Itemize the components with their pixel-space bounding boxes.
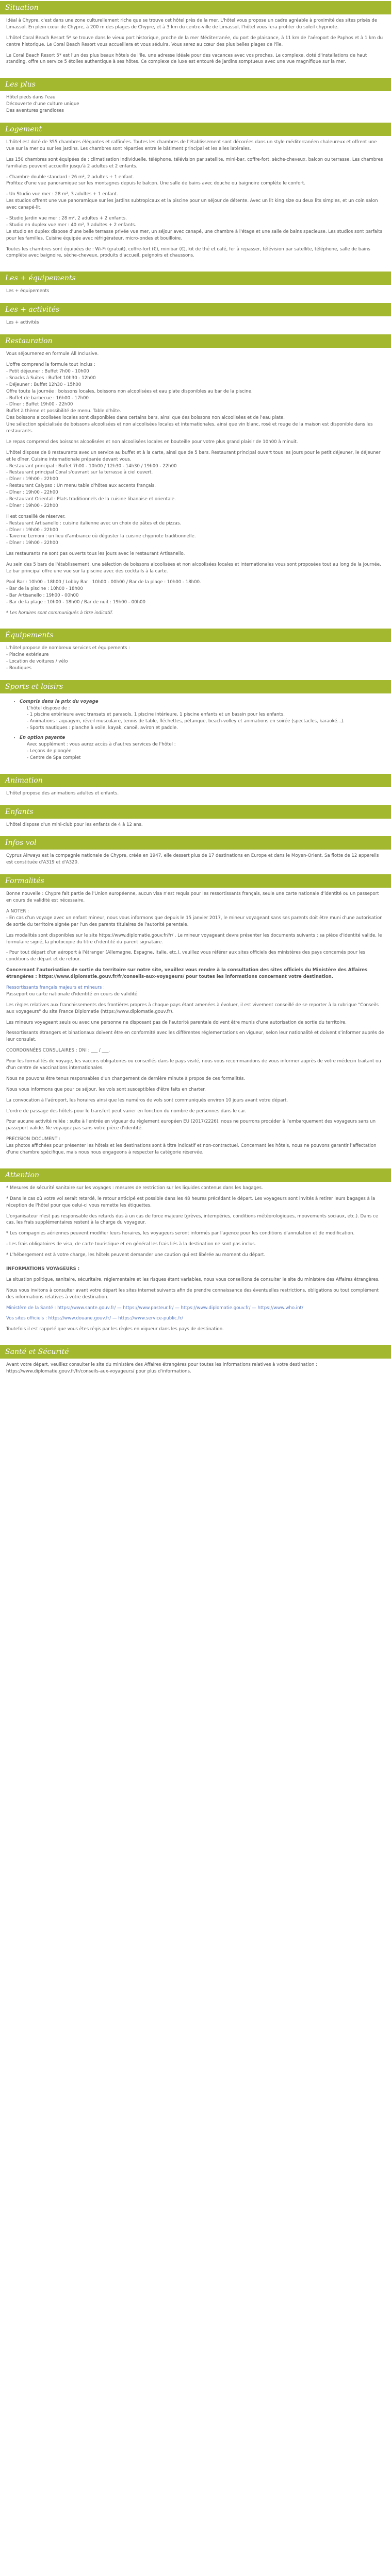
equipements2-item: - Boutiques [6,665,31,671]
attention-paragraph: - Les frais obligatoires de visa, de carte touristique et en général les frais liés à la destination ne sont pas inclus. [6,1242,256,1247]
equipements2-intro: L'hôtel propose de nombreux services et équipements : [6,646,131,651]
equipements2-item: - Piscine extérieure [6,652,49,657]
attention-paragraph: * Les compagnies aériennes peuvent modifier leurs horaires, les voyageurs seront informés par l'agence pour les conditions d'annulation et de modification. [6,1231,355,1236]
situation-paragraph: Le Coral Beach Resort 5* est l'un des plus beaux hôtels de l'île, une adresse idéale pour des vacances avec vos proches. Le complexe, doté d'installations de haut standing, offre un service 5 étoiles authentique à ses hôtes. Ce complexe de luxe est entouré de jardins somptueux avec une vue magnifique sur la mer. [6,53,367,65]
restauration-line: - Dîner : 19h00 - 22h00 [6,490,58,496]
section-header-infos-vol: Infos vol [0,836,391,850]
restauration-line: - Restaurant Calypso : Un menu table d'hôtes aux accents français. [6,483,156,489]
formalites-content [0,888,391,1167]
sports-bullet-head: Compris dans le prix du voyage [20,699,99,704]
plus-content [0,91,391,122]
enfants-text: L'hôtel dispose d'un mini-club pour les enfants de 4 à 12 ans. [6,822,143,827]
restauration-line: Des boissons alcoolisées locales sont disponibles dans certains bars, ainsi que des boissons non alcoolisées et de l'eau plate. [6,415,285,421]
restauration-line: - Dîner : 19h00 - 22h00 [6,503,58,509]
section-header-attention: Attention [0,1168,391,1182]
logement-paragraph: Les studios offrent une vue panoramique sur les jardins subtropicaux et la piscine pour un séjour de détente. Avec un lit king size ou deux lits simples, et un coin salon avec canapé-lit. [6,198,378,211]
enfants-content [0,819,391,836]
plus-item: Hôtel pieds dans l'eau [6,95,56,100]
logement-paragraph: Toutes les chambres sont équipées de : Wi-Fi (gratuit), coffre-fort (€), minibar (€), kit de thé et café, fer à repasser, télévision par satellite, téléphone, salle de bains complète avec baignoire, sèche-cheveux, produits d'accueil, peignoirs et chaussons. [6,246,370,259]
informations-links[interactable]: Ministère de la Santé : https://www.sante.gouv.fr/ — https://www.pasteur.fr/ — https://www.diplomatie.gouv.fr/ — https://www.who.int/ [6,1305,303,1311]
sports-line: - 1 piscine extérieure avec transats et parasols, 1 piscine intérieure, 1 piscine enfants et un bassin pour les enfants. [27,712,285,718]
sports-line: Avec supplément : vous aurez accès à d'autres services de l'hôtel : [27,741,176,747]
restauration-line: - Taverne Lemoni : un lieu d'ambiance où déguster la cuisine chypriote traditionnelle. [6,534,196,539]
formalites-paragraph: Pour les formalités de voyage, les vaccins obligatoires ou conseillés dans le pays visité, nous vous recommandons de vous informer auprès de votre médecin traitant ou d'un centre de vaccinations internationales. [6,1059,381,1071]
formalites-paragraph: L'ordre de passage des hôtels pour le transfert peut varier en fonction du nombre de personnes dans le car. [6,1108,247,1114]
logement-paragraph: Le studio en duplex dispose d'une belle terrasse privée vue mer, un séjour avec canapé, une chambre à l'étage et une salle de bains spacieuse. Les studios sont parfaits pour les familles. Cuisine équipée avec réfrigérateur, micro-ondes et bouilloire. [6,229,383,241]
sports-bullet-included [20,699,385,732]
informations-paragraph: La situation politique, sanitaire, sécuritaire, réglementaire et les risques étant variables, nous vous conseillons de consulter le site du ministère des Affaires étrangères. [6,1277,380,1282]
sports-sublist [27,741,385,761]
sports-line: - Sports nautiques : planche à voile, kayak, canoë, aviron et paddle. [27,725,178,731]
formalites-paragraph: Nous ne pouvons être tenus responsables d'un changement de dernière minute à propos de ces formalités. [6,1076,246,1081]
attention-content [0,1182,391,1344]
attention-paragraph: L'organisateur n'est pas responsable des retards dus à un cas de force majeure (grèves, intempéries, conditions météorologiques, mouvements sociaux, etc.). Dans ce cas, les frais supplémentaires restent à la charge du voyageur. [6,1213,379,1226]
logement-paragraph: Les 150 chambres sont équipées de : climatisation individuelle, téléphone, télévision par satellite, mini-bar, coffre-fort, sèche-cheveux, balcon ou terrasse. Les chambres familiales peuvent accueillir jusqu'à 2 adultes et 2 enfants. [6,157,383,169]
restauration-line: - Dîner : Buffet 19h00 - 22h00 [6,402,73,408]
section-header-animation: Animation [0,774,391,787]
formalites-paragraph: PRECISION DOCUMENT : [6,1137,60,1142]
restauration-line: L'offre comprend la formule tout inclus : [6,362,95,368]
sports-line: - Leçons de plongée [27,748,72,754]
restauration-line: - Petit déjeuner : Buffet 7h00 - 10h00 [6,368,89,374]
situation-content [0,14,391,77]
formalites-paragraph: Passeport ou carte nationale d'identité en cours de validité. [6,991,139,997]
section-header-situation: Situation [0,1,391,14]
section-header-formalites: Formalités [0,874,391,888]
infos-vol-text: Cyprus Airways est la compagnie nationale de Chypre, créée en 1947, elle dessert plus de 17 destinations en Europe et dans le Moyen-Orient. Sa flotte de 12 appareils est constituée d'A319 et d'A320. [6,853,379,866]
sante-content [0,1359,391,1382]
sports-list [20,699,385,761]
restauration-line: - Buffet de barbecue : 16h00 - 17h00 [6,395,89,401]
restauration-line: Offre toute la journée : boissons locales, boissons non alcoolisées et eau plate disponibles au bar de la piscine. [6,388,253,394]
restauration-line: - Restaurant Artisanello : cuisine italienne avec un choix de pâtes et de pizzas. [6,520,182,526]
formalites-paragraph: Les mineurs voyageant seuls ou avec une personne ne disposant pas de l'autorité parentale doivent être munis d'une autorisation de sortie du territoire. [6,1020,347,1025]
animation-text: L'hôtel propose des animations adultes et enfants. [6,790,119,796]
section-header-logement: Logement [0,123,391,136]
informations-paragraph: Nous vous invitons à consulter avant votre départ les sites internet suivants afin de prendre connaissance des éventuelles restrictions, obligations ou tout complément des informations relatives à votre destination. [6,1287,379,1300]
section-header-equipements: Les + équipements [0,272,391,285]
plus-item: Des aventures grandioses [6,108,64,114]
sports-line: L'hôtel dispose de : [27,705,70,711]
section-header-plus: Les plus [0,78,391,91]
section-header-restauration: Restauration [0,334,391,348]
restauration-line: - Déjeuner : Buffet 12h30 - 15h00 [6,382,82,387]
sports-line: - Animations : aquagym, réveil musculaire, tennis de table, fléchettes, pétanque, beach-volley et animations en soirée (spectacles, karaoké...). [27,719,345,724]
restauration-line: Les restaurants ne sont pas ouverts tous les jours avec le restaurant Artisanello. [6,551,185,557]
plus-item: Découverte d'une culture unique [6,101,79,107]
logement-paragraph: - Studio Jardin vue mer : 28 m², 2 adultes + 2 enfants. [6,216,127,222]
restauration-line: Buffet à thème et possibilité de menu. Table d'hôte. [6,409,121,414]
activites-content [0,316,391,333]
equipements-text: Les + équipements [6,289,50,294]
informations-title: INFORMATIONS VOYAGEURS : [6,1266,80,1272]
attention-paragraph: * Mesures de sécurité sanitaire sur les voyages : mesures de restriction sur les liquides contenus dans les bagages. [6,1185,263,1191]
logement-paragraph: L'hôtel est doté de 355 chambres élégantes et raffinées. Toutes les chambres de l'établissement sont décorées dans un style méditerranéen chaleureux et offrent une vue sur la mer ou sur les jardins. Les chambres sont réparties entre le bâtiment principal et les ailes latérales. [6,140,377,151]
formalites-paragraph: Bonne nouvelle : Chypre fait partie de l'Union européenne, aucun visa n'est requis pour les ressortissants français, seule une carte nationale d'identité ou un passeport en cours de validité est nécessaire. [6,891,379,904]
restauration-line: - Dîner : 19h00 - 22h00 [6,477,58,482]
sports-sublist [27,705,385,732]
sports-bullet-paid [20,735,385,761]
formalites-paragraph: Pour aucune activité reliée : suite à l'entrée en vigueur du règlement européen EU (2017/2226), nous ne pourrons procéder à l'embarquement des voyageurs sans un passeport valide. Ne voyagez pas sans votre pièce d'identité. [6,1119,376,1131]
equipements2-item: - Location de voitures / vélo [6,658,68,664]
formalites-paragraph: Les photos affichées pour présenter les hôtels et les destinations sont à titre indicatif et non-contractuel. Concernant les hôtels, nous ne pouvons garantir l'affectation d'une chambre spécifique, mais nous nous engageons à respecter la catégorie réservée. [6,1143,377,1156]
logement-paragraph: - Un Studio vue mer : 28 m², 3 adultes + 1 enfant. [6,192,118,197]
logement-paragraph: - Studio en duplex vue mer : 40 m², 3 adultes + 2 enfants. [6,222,136,228]
section-header-sante: Santé et Sécurité [0,1345,391,1359]
animation-content [0,787,391,804]
restauration-line: Une sélection spécialisée de boissons alcoolisées et non alcoolisées locales et internationales, ainsi que vin blanc, rosé et rouge de la maison est disponible dans les restaurants. [6,422,373,434]
formalites-paragraph[interactable]: Ressortissants français majeurs et mineurs : [6,985,105,990]
restauration-line: Pool Bar : 10h00 - 18h00 / Lobby Bar : 10h00 - 00h00 / Bar de la plage : 10h00 - 18h00. [6,579,201,585]
formalites-paragraph: Concernant l'autorisation de sortie du territoire sur notre site, veuillez vous rendre à la consultation des sites officiels du Ministère des Affaires étrangères : https://www.diplomatie.gouv.fr/fr/conseils-aux-voyageurs/ pour toutes les informations concernant votre destination. [6,968,368,980]
restauration-line: Il est conseillé de réserver. [6,514,66,519]
restauration-line: - Dîner : 19h00 - 22h00 [6,540,58,546]
restauration-line: - Dîner : 19h00 - 22h00 [6,527,58,533]
sports-content [0,693,391,773]
sports-line: - Centre de Spa complet [27,755,81,760]
formalites-paragraph: - En cas d'un voyage avec un enfant mineur, nous vous informons que depuis le 15 janvier 2017, le mineur voyageant sans ses parents doit être muni d'une autorisation de sortie du territoire signée par l'un des parents titulaires de l'autorité parentale. [6,915,383,927]
restauration-line: - Restaurant principal : Buffet 7h00 - 10h00 / 12h30 - 14h30 / 19h00 - 22h00 [6,463,177,469]
document-page [0,1,391,1393]
sante-text: Avant votre départ, veuillez consulter le site du ministère des Affaires étrangères pour toutes les informations relatives à votre destination : https://www.diplomatie.gouv.fr/fr/conseils-aux-voyageurs/ pour plus d'informations. [6,1362,318,1375]
restauration-line: - Bar Artisanello : 19h00 - 00h00 [6,592,79,598]
formalites-paragraph: Les règles relatives aux franchissements des frontières propres à chaque pays étant amenées à évoluer, il est vivement conseillé de se reporter à la rubrique "Conseils aux voyageurs" du site France Diplomatie (https://www.diplomatie.gouv.fr). [6,1002,379,1014]
restauration-line: L'hôtel dispose de 8 restaurants avec un service au buffet et à la carte, ainsi que de 5 bars. Restaurant principal ouvert tous les jours pour le petit déjeuner, le déjeuner et le dîner. Cuisine internationale préparée devant vous. [6,450,381,462]
restauration-footnote: * Les horaires sont communiqués à titre indicatif. [6,610,113,616]
section-header-enfants: Enfants [0,805,391,819]
informations-paragraph: Toutefois il est rappelé que vous êtes régis par les règles en vigueur dans les pays de destination. [6,1327,224,1332]
logement-paragraph: - Chambre double standard : 26 m², 2 adultes + 1 enfant. [6,174,135,180]
restauration-line: - Restaurant Oriental : Plats traditionnels de la cuisine libanaise et orientale. [6,496,176,502]
situation-paragraph: L'hôtel Coral Beach Resort 5* se trouve dans le vieux port historique, proche de la mer Méditerranée, du port de plaisance, à 11 km de l'aéroport de Paphos et à 1 km du centre historique. Le Coral Beach Resort vous accueillera et vous séduira. Vous serez au cœur des plus belles plages de l'île. [6,35,383,47]
restauration-line: - Restaurant principal Coral s'ouvrant sur la terrasse à ciel ouvert. [6,470,153,476]
equipements-content [0,285,391,302]
formalites-paragraph: La convocation à l'aéroport, les horaires ainsi que les numéros de vols sont communiqués environ 10 jours avant votre départ. [6,1097,288,1103]
equipements2-content [0,642,391,679]
formalites-paragraph: - Pour tout départ d'un aéroport à l'étranger (Allemagne, Espagne, Italie, etc.), veuillez vous référer aux sites officiels des ministères des pays concernés pour les conditions de départ et de retour. [6,950,366,962]
situation-paragraph: Idéal à Chypre, c'est dans une zone culturellement riche que se trouve cet hôtel près de la mer. L'hôtel vous propose un cadre agréable à proximité des sites prisés de Limassol. En plein cœur de Chypre, à 200 m des plages de Chypre, et à 3 km du centre-ville de Limassol, l'hôtel vous fera profiter du soleil chypriote. [6,18,378,30]
section-header-sports: Sports et loisirs [0,680,391,693]
logement-content [0,136,391,270]
restauration-content [0,348,391,628]
restauration-line: Le repas comprend des boissons alcoolisées et non alcoolisées locales en bouteille pour votre plus grand plaisir de 10h00 à minuit. [6,439,298,445]
attention-paragraph: * L'hébergement est à votre charge, les hôtels peuvent demander une caution qui est libérée au moment du départ. [6,1252,266,1258]
sports-bullet-head: En option payante [20,735,66,741]
restauration-line: Vous séjournerez en formule All Inclusive. [6,351,99,357]
informations-links[interactable]: Vos sites officiels : https://www.douane.gouv.fr/ — https://www.service-public.fr/ [6,1316,183,1321]
formalites-paragraph: A NOTER : [6,908,29,914]
formalites-paragraph: COORDONNÉES CONSULAIRES : DNI : ___ / ___. [6,1048,110,1054]
restauration-line: - Bar de la plage : 10h00 - 18h00 / Bar de nuit : 19h00 - 00h00 [6,599,145,605]
formalites-paragraph: Ressortissants étrangers et binationaux doivent être en conformité avec les différentes réglementations en vigueur, selon leur nationalité et doivent s'informer auprès de leur consulat. [6,1030,384,1043]
activites-text: Les + activités [6,320,39,326]
restauration-line: - Bar de la piscine : 10h00 - 18h00 [6,586,83,591]
section-header-equipements-2: Équipements [0,629,391,642]
infos-vol-content [0,850,391,873]
restauration-line: - Snacks à Suites : Buffet 10h30 - 12h00 [6,375,96,381]
restauration-line: Au sein des 5 bars de l'établissement, une sélection de boissons alcoolisées et non alcoolisées locales et internationales vous sont proposées tout au long de la journée. Le bar principal offre une vue sur la piscine avec des cocktails à la carte. [6,562,381,574]
formalites-paragraph: Les modalités sont disponibles sur le site https://www.diplomatie.gouv.fr/fr/ . Le mineur voyageant devra présenter les documents suivants : sa pièce d'identité valide, le formulaire signé, la photocopie du titre d'identité du parent signataire. [6,933,382,945]
section-header-activites: Les + activités [0,303,391,316]
formalites-paragraph: Nous vous informons que pour ce séjour, les vols sont susceptibles d'être faits en charter. [6,1087,206,1092]
attention-paragraph: * Dans le cas où votre vol serait retardé, le retour anticipé est possible dans les 48 heures précédant le départ. Les voyageurs sont invités à retirer leurs bagages à la réception de l'hôtel pour que celui-ci vous remette les étiquettes. [6,1196,376,1208]
logement-paragraph: Profitez d'une vue panoramique sur les montagnes depuis le balcon. Une salle de bains avec douche ou baignoire complète le confort. [6,181,306,187]
